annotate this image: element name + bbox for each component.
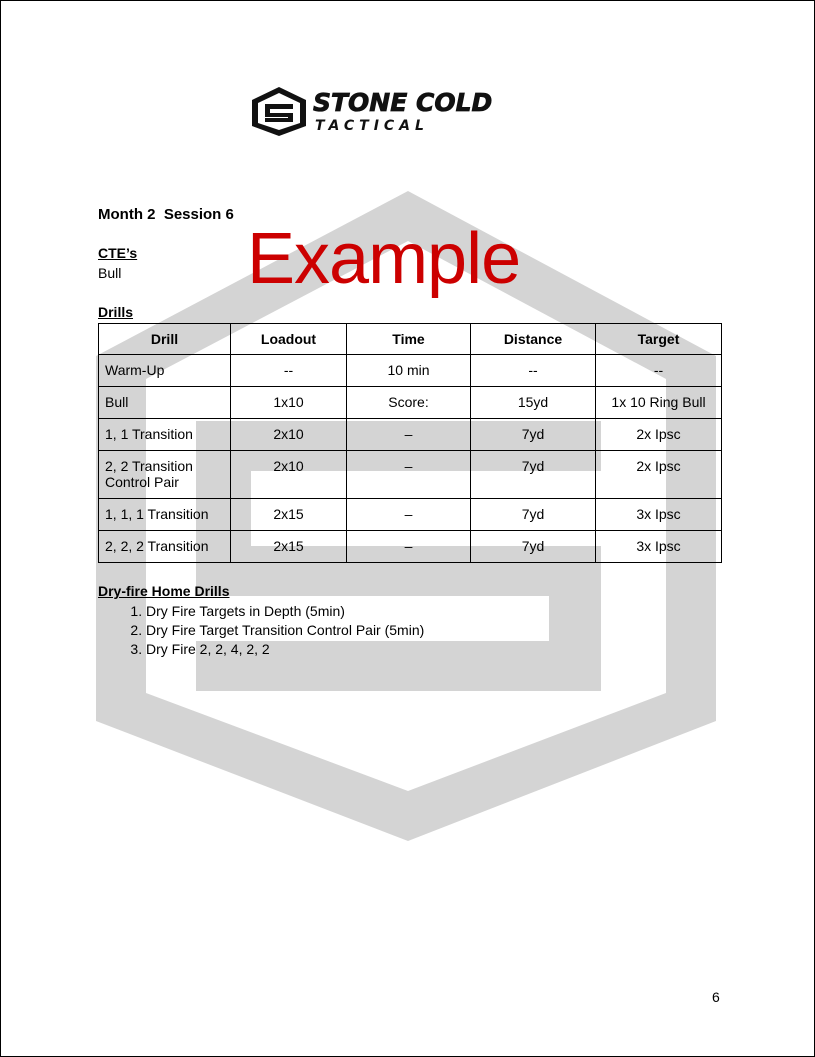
cell-target: 2x Ipsc <box>596 419 722 451</box>
cell-target: 3x Ipsc <box>596 499 722 531</box>
cell-target: 2x Ipsc <box>596 451 722 499</box>
hex-s-logo-icon <box>252 87 306 136</box>
table-row <box>99 355 722 387</box>
header-loadout: Loadout <box>231 324 347 355</box>
cell-loadout: 2x15 <box>231 531 347 563</box>
ctes-title: CTE’s <box>98 245 138 261</box>
page-number: 6 <box>712 989 720 1005</box>
cell-time: – <box>347 419 471 451</box>
header-drill: Drill <box>99 324 231 355</box>
drills-title: Drills <box>98 304 134 320</box>
cell-distance: -- <box>471 355 596 387</box>
table-row <box>99 531 722 563</box>
cell-drill: 1, 1 Transition <box>99 419 231 451</box>
stone-cold-tactical-logo <box>249 85 569 137</box>
table-row <box>99 451 722 499</box>
cell-distance: 7yd <box>471 451 596 499</box>
logo-tagline-text: TACTICAL <box>315 118 429 134</box>
cell-loadout: 1x10 <box>231 387 347 419</box>
header-time: Time <box>347 324 471 355</box>
cell-target: -- <box>596 355 722 387</box>
cell-drill: 2, 2, 2 Transition <box>99 531 231 563</box>
cell-loadout: -- <box>231 355 347 387</box>
table-row <box>99 419 722 451</box>
cell-drill: 1, 1, 1 Transition <box>99 499 231 531</box>
cell-drill: Bull <box>99 387 231 419</box>
dryfire-title: Dry-fire Home Drills <box>98 583 230 599</box>
cell-distance: 7yd <box>471 499 596 531</box>
logo-brand-text: STONE COLD <box>313 88 493 117</box>
cell-drill: 2, 2 Transition Control Pair <box>99 451 231 499</box>
cell-loadout: 2x10 <box>231 451 347 499</box>
dryfire-list <box>98 602 424 659</box>
ctes-item: Bull <box>98 265 122 281</box>
cell-target: 3x Ipsc <box>596 531 722 563</box>
table-row <box>99 499 722 531</box>
table-row <box>99 387 722 419</box>
cell-distance: 15yd <box>471 387 596 419</box>
cell-loadout: 2x10 <box>231 419 347 451</box>
cell-time: – <box>347 451 471 499</box>
cell-time: Score: <box>347 387 471 419</box>
cell-distance: 7yd <box>471 419 596 451</box>
cell-time: – <box>347 499 471 531</box>
cell-time: – <box>347 531 471 563</box>
drills-table <box>98 323 722 563</box>
cell-drill: Warm-Up <box>99 355 231 387</box>
drills-header-row <box>99 324 722 355</box>
header-target: Target <box>596 324 722 355</box>
cell-target: 1x 10 Ring Bull <box>596 387 722 419</box>
list-item: 1. Dry Fire Targets in Depth (5min) <box>146 602 424 621</box>
cell-loadout: 2x15 <box>231 499 347 531</box>
cell-time: 10 min <box>347 355 471 387</box>
list-item: 3. Dry Fire 2, 2, 4, 2, 2 <box>146 640 424 659</box>
list-item: 2. Dry Fire Target Transition Control Pair (5min) <box>146 621 424 640</box>
cell-distance: 7yd <box>471 531 596 563</box>
example-stamp: Example <box>247 219 521 299</box>
session-heading: Month 2 Session 6 <box>98 206 234 223</box>
header-distance: Distance <box>471 324 596 355</box>
